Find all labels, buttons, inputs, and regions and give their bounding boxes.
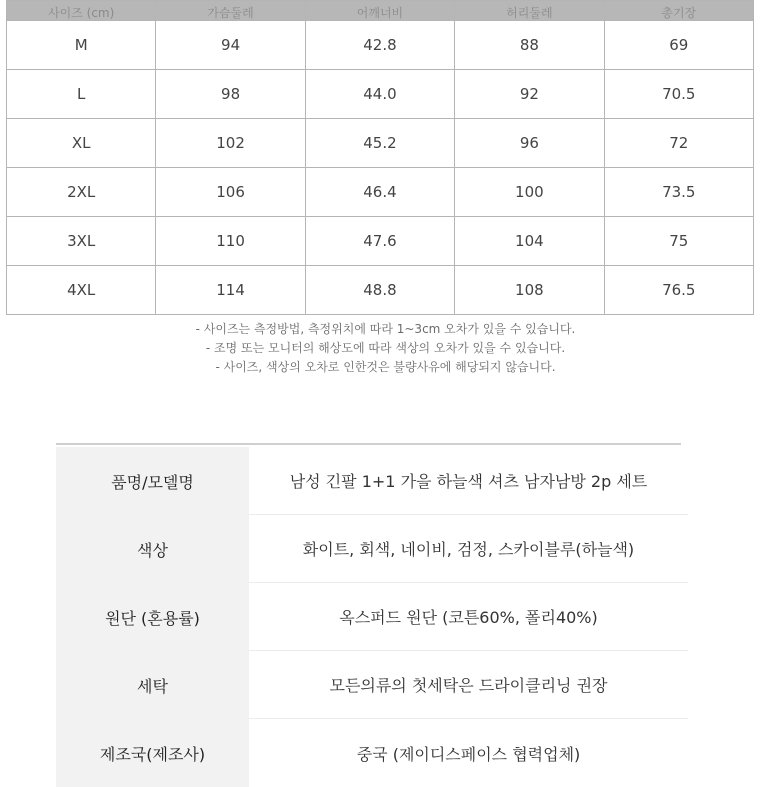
size-note: - 사이즈, 색상의 오차로 인한것은 불량사유에 해당되지 않습니다. — [215, 360, 556, 374]
size-note: - 사이즈는 측정방법, 측정위치에 따라 1~3cm 오차가 있을 수 있습니다. — [195, 322, 576, 336]
size-chart-cell: 72 — [604, 119, 753, 168]
size-chart-cell: 69 — [604, 21, 753, 70]
size-note: - 조명 또는 모니터의 해상도에 따라 색상의 오차가 있을 수 있습니다. — [205, 341, 566, 355]
size-chart-cell: 75 — [604, 217, 753, 266]
size-chart-table — [6, 0, 754, 315]
size-chart-cell: 44.0 — [305, 70, 454, 119]
product-info-value: 옥스퍼드 원단 (코튼60%, 폴리40%) — [249, 583, 688, 651]
product-info-value: 화이트, 회색, 네이비, 검정, 스카이블루(하늘색) — [249, 515, 688, 583]
size-chart-row — [7, 168, 754, 217]
product-info-value: 모든의류의 첫세탁은 드라이클리닝 권장 — [249, 651, 688, 719]
size-chart-cell: 4XL — [7, 266, 156, 315]
product-info-table — [56, 447, 688, 787]
size-chart-cell: 2XL — [7, 168, 156, 217]
size-chart-cell: XL — [7, 119, 156, 168]
size-chart-cell: 114 — [156, 266, 305, 315]
size-chart-header-row — [7, 1, 754, 21]
product-info-label: 품명/모델명 — [56, 447, 249, 515]
product-info-label: 색상 — [56, 515, 249, 583]
size-chart-cell: 46.4 — [305, 168, 454, 217]
size-chart-cell: 94 — [156, 21, 305, 70]
size-chart-cell: 70.5 — [604, 70, 753, 119]
size-chart-cell: 96 — [455, 119, 604, 168]
product-info-row — [56, 719, 688, 787]
product-info-label: 세탁 — [56, 651, 249, 719]
size-chart-cell: 100 — [455, 168, 604, 217]
size-chart-row — [7, 217, 754, 266]
size-chart-cell: 73.5 — [604, 168, 753, 217]
product-info-label: 제조국(제조사) — [56, 719, 249, 787]
size-chart-header-cell: 사이즈 (cm) — [7, 1, 156, 21]
size-chart-cell: 48.8 — [305, 266, 454, 315]
product-info-row — [56, 651, 688, 719]
product-info-row — [56, 447, 688, 515]
size-chart-cell: 47.6 — [305, 217, 454, 266]
product-info-row — [56, 515, 688, 583]
size-chart-header-cell: 어깨너비 — [305, 1, 454, 21]
section-divider — [56, 443, 681, 445]
size-chart-row — [7, 266, 754, 315]
product-info-label: 원단 (혼용률) — [56, 583, 249, 651]
size-chart-cell: 102 — [156, 119, 305, 168]
size-chart-header-cell: 허리둘레 — [455, 1, 604, 21]
size-chart-cell: M — [7, 21, 156, 70]
size-chart-cell: 106 — [156, 168, 305, 217]
size-chart-cell: 45.2 — [305, 119, 454, 168]
size-chart-row — [7, 21, 754, 70]
size-chart-cell: 3XL — [7, 217, 156, 266]
size-chart-cell: 110 — [156, 217, 305, 266]
size-chart-cell: 42.8 — [305, 21, 454, 70]
size-chart-cell: 92 — [455, 70, 604, 119]
size-chart-header-cell: 총기장 — [604, 1, 753, 21]
size-chart-cell: 76.5 — [604, 266, 753, 315]
size-chart-row — [7, 119, 754, 168]
size-chart-cell: 108 — [455, 266, 604, 315]
size-chart-cell: 104 — [455, 217, 604, 266]
product-info-value: 남성 긴팔 1+1 가을 하늘색 셔츠 남자남방 2p 세트 — [249, 447, 688, 515]
size-chart-cell: L — [7, 70, 156, 119]
size-chart-cell: 98 — [156, 70, 305, 119]
size-notes — [0, 320, 771, 377]
size-chart-header-cell: 가슴둘레 — [156, 1, 305, 21]
size-chart-cell: 88 — [455, 21, 604, 70]
product-info-value: 중국 (제이디스페이스 협력업체) — [356, 744, 581, 764]
product-info-row — [56, 583, 688, 651]
size-chart-row — [7, 70, 754, 119]
